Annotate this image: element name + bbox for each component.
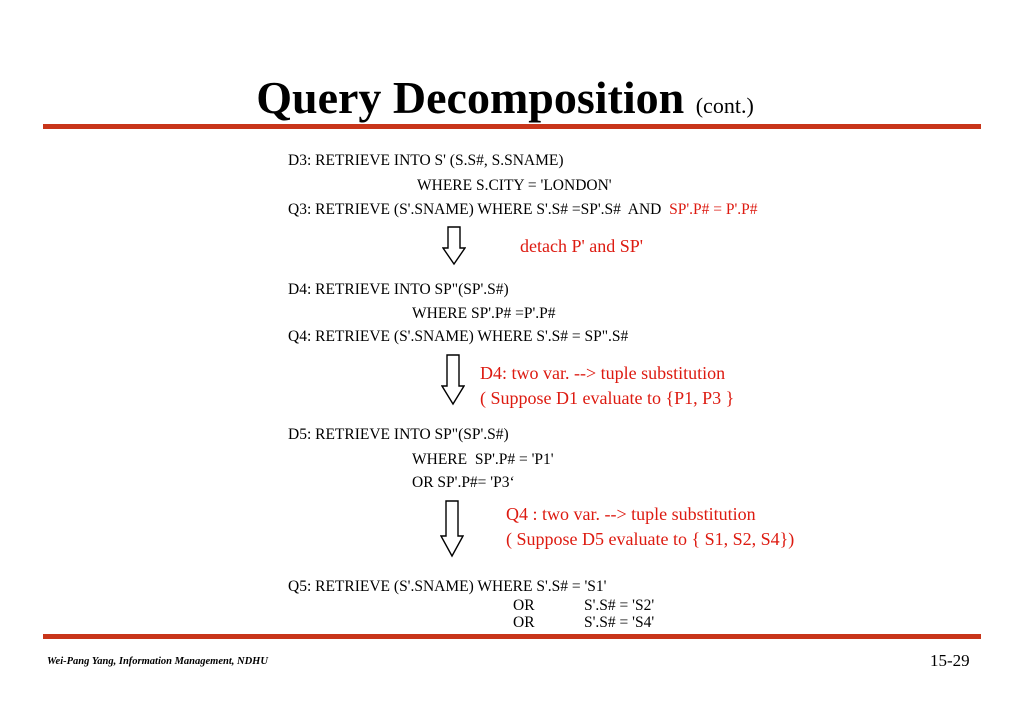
- d3-line-1: D3: RETRIEVE INTO S' (S.S#, S.SNAME): [288, 152, 564, 169]
- d5-line-1: D5: RETRIEVE INTO SP"(SP'.S#): [288, 426, 509, 443]
- d5-line-3: OR SP'.P#= 'P3‘: [412, 474, 515, 491]
- title-main: Query Decomposition: [256, 72, 685, 123]
- down-arrow-icon: [441, 354, 465, 406]
- page-number: 15-29: [930, 651, 970, 670]
- q5-or-2: OR: [513, 614, 535, 631]
- q5-or-1: OR: [513, 597, 535, 614]
- q4-line: Q4: RETRIEVE (S'.SNAME) WHERE S'.S# = SP".S#: [288, 328, 629, 345]
- d3-line-2: WHERE S.CITY = 'LONDON': [417, 177, 612, 194]
- d5-line-2: WHERE SP'.P# = 'P1': [412, 451, 554, 468]
- title-sub: (cont.): [695, 93, 754, 118]
- top-divider: [43, 124, 981, 129]
- q5-line-2: S'.S# = 'S2': [584, 597, 655, 614]
- down-arrow-icon: [442, 226, 466, 266]
- footer-author: Wei-Pang Yang, Information Management, NDHU: [47, 656, 268, 667]
- note-d4-substitution: D4: two var. --> tuple substitution: [480, 363, 726, 383]
- d4-line-2: WHERE SP'.P# =P'.P#: [412, 305, 556, 322]
- note-detach: detach P' and SP': [520, 236, 643, 256]
- bottom-divider: [43, 634, 981, 639]
- q3-highlight: SP'.P# = P'.P#: [669, 201, 758, 218]
- down-arrow-icon: [440, 500, 464, 558]
- q5-line-3: S'.S# = 'S4': [584, 614, 655, 631]
- q3-line: [288, 201, 758, 219]
- q5-line-1: Q5: RETRIEVE (S'.SNAME) WHERE S'.S# = 'S1': [288, 578, 607, 595]
- note-d1-evaluate: ( Suppose D1 evaluate to {P1, P3 }: [480, 388, 735, 408]
- d4-line-1: D4: RETRIEVE INTO SP"(SP'.S#): [288, 281, 509, 298]
- q3-text: Q3: RETRIEVE (S'.SNAME) WHERE S'.S# =SP'.S# AND: [288, 201, 670, 218]
- note-d5-evaluate: ( Suppose D5 evaluate to { S1, S2, S4}): [506, 529, 795, 549]
- note-q4-substitution: Q4 : two var. --> tuple substitution: [506, 504, 756, 524]
